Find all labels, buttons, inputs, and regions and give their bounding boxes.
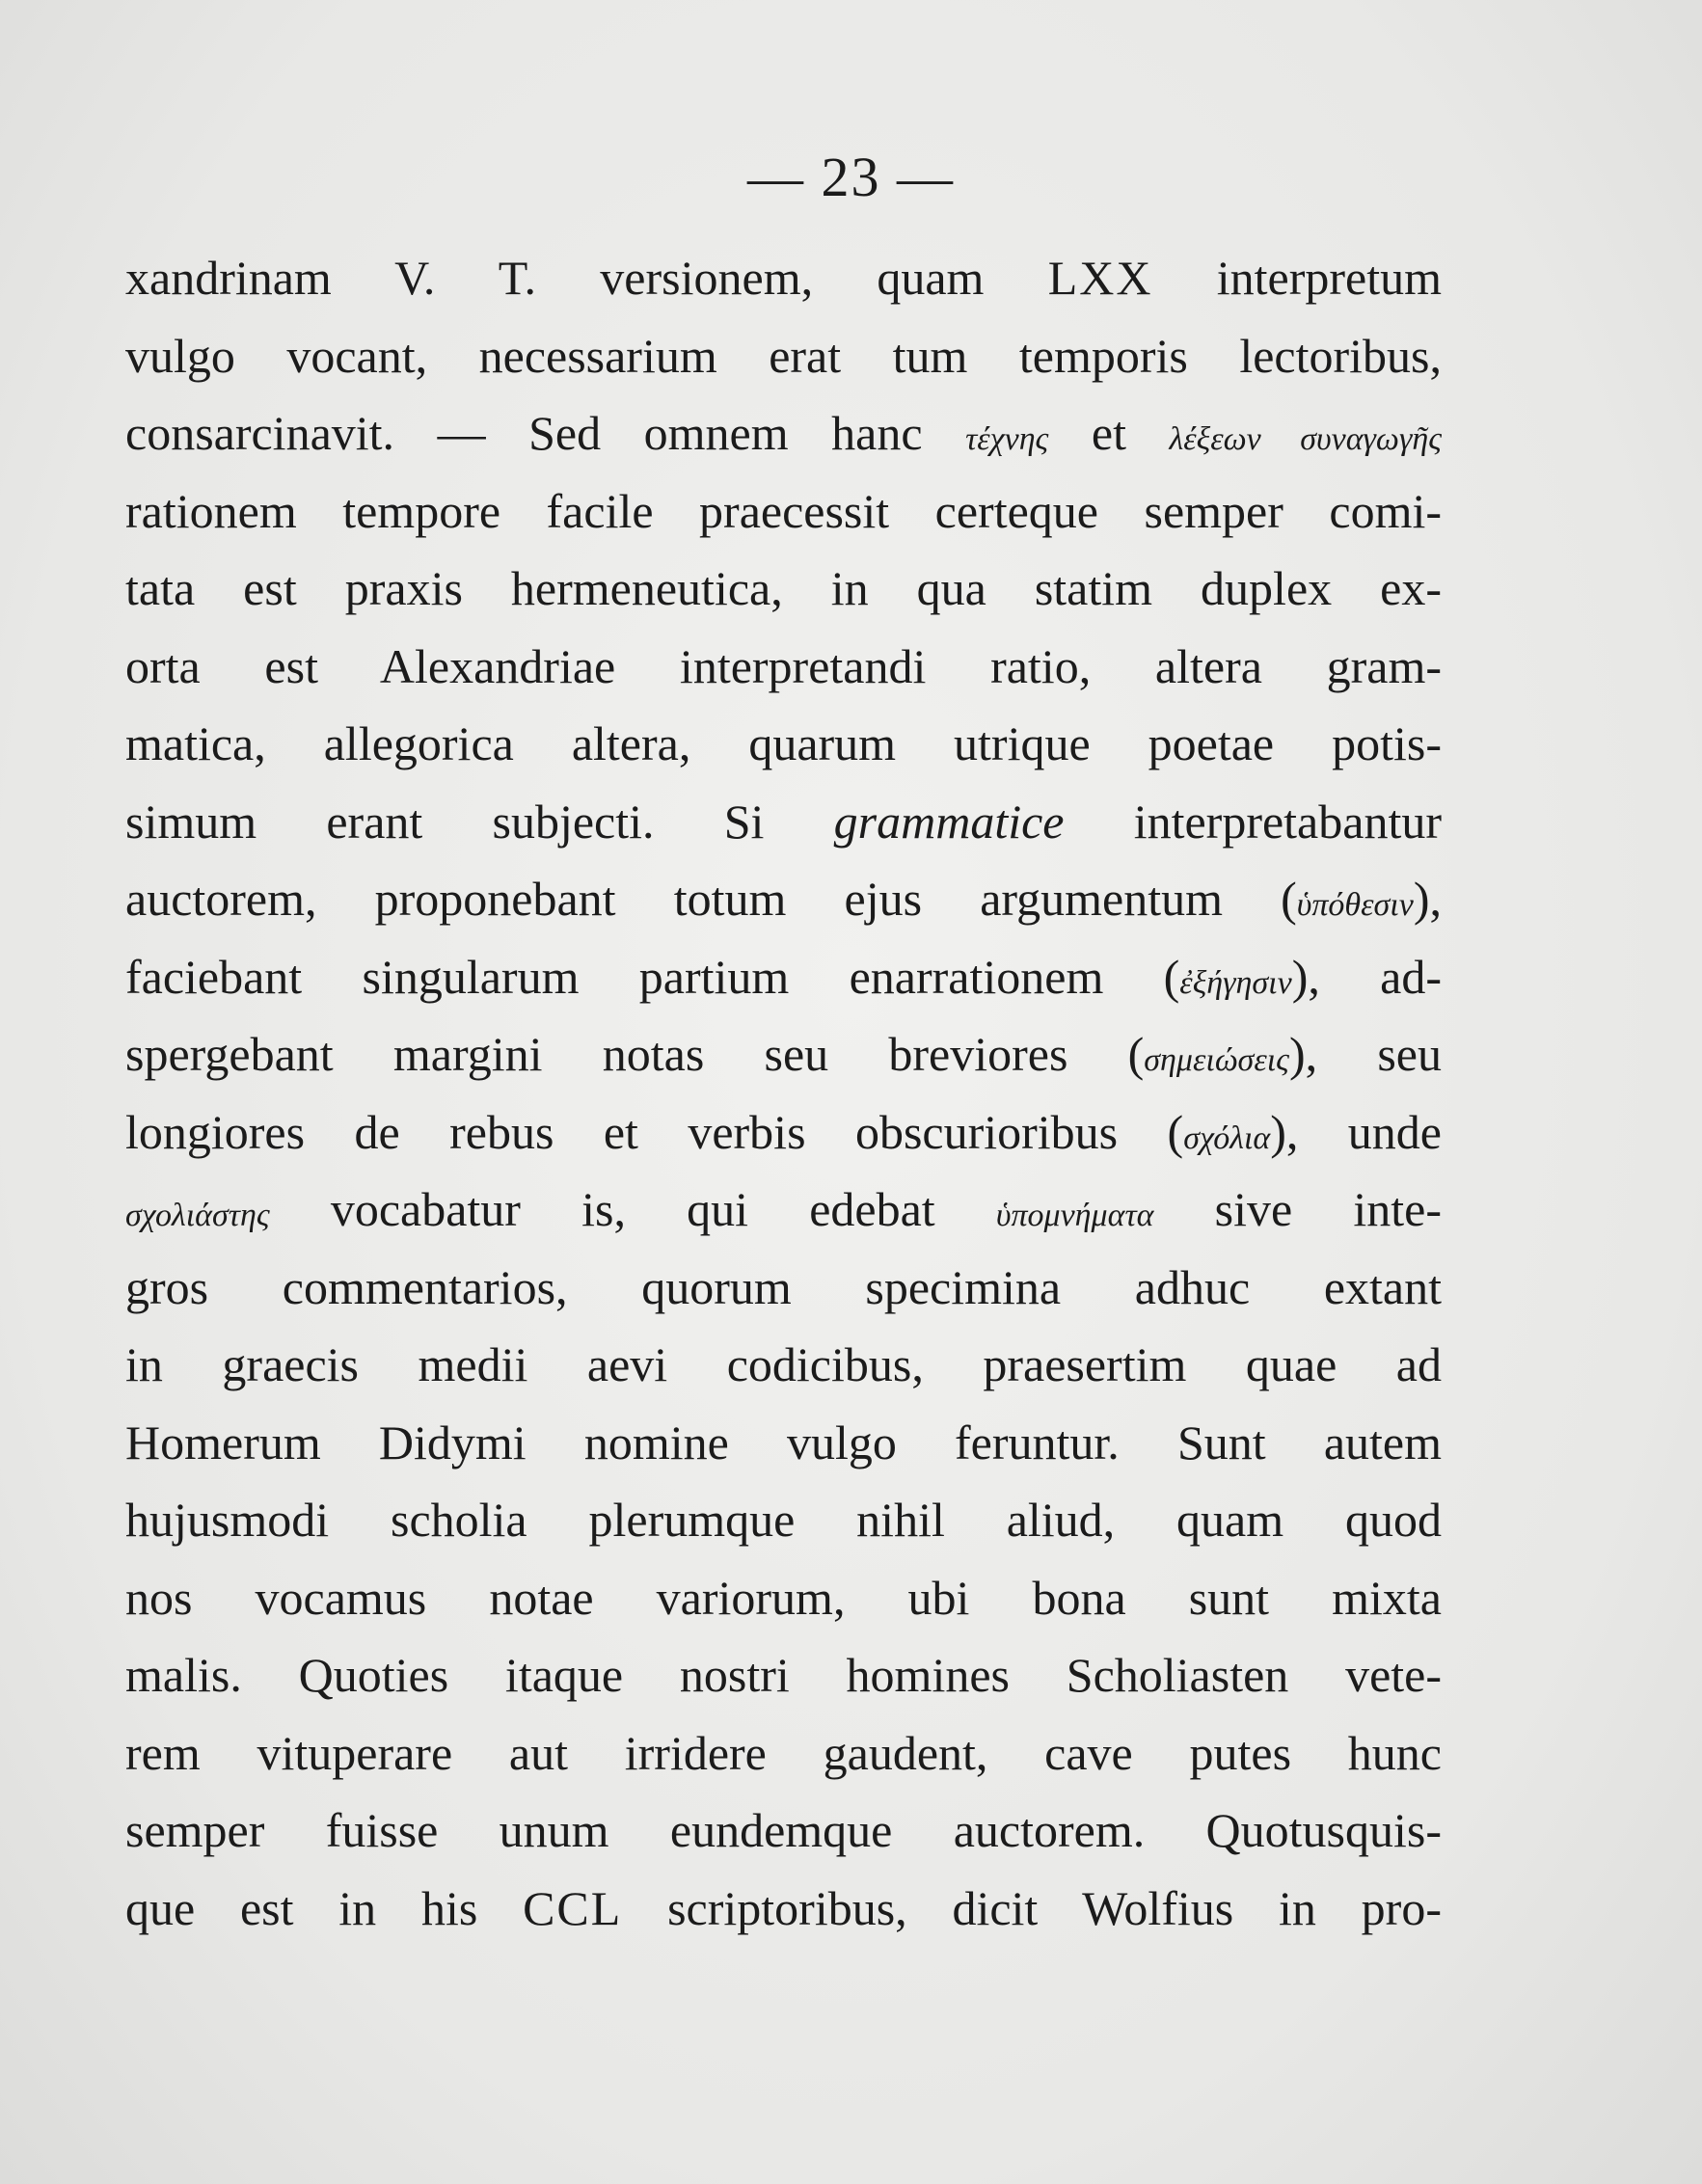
text-run: Homerum Didymi nomine vulgo feruntur. Sunt autem bbox=[125, 1415, 1442, 1469]
text-run: sive inte- bbox=[1153, 1182, 1442, 1236]
text-run: malis. Quoties itaque nostri homines Scholiasten vete- bbox=[125, 1648, 1442, 1702]
text-run: et bbox=[1048, 406, 1170, 460]
small-caps-numeral: CCL bbox=[523, 1880, 623, 1935]
text-run: ), ad- bbox=[1291, 949, 1442, 1004]
greek-term: λέξεων συναγωγῆς bbox=[1169, 421, 1442, 457]
greek-term: ἐξήγησιν bbox=[1179, 964, 1292, 1001]
text-run: interpretum bbox=[1152, 251, 1442, 305]
text-run: orta est Alexandriae interpretandi ratio, altera gram- bbox=[125, 638, 1442, 693]
text-run: ), bbox=[1413, 872, 1442, 926]
text-line bbox=[125, 1792, 1442, 1870]
text-line bbox=[125, 550, 1442, 628]
text-line bbox=[125, 239, 1442, 317]
page-header bbox=[0, 145, 1702, 209]
text-line bbox=[125, 860, 1442, 938]
text-line bbox=[125, 628, 1442, 706]
text-run: vulgo vocant, necessarium erat tum temporis lectoribus, bbox=[125, 328, 1442, 383]
text-run: semper fuisse unum eundemque auctorem. Quotusquis- bbox=[125, 1803, 1442, 1857]
text-line bbox=[125, 1636, 1442, 1714]
text-line bbox=[125, 1870, 1442, 1948]
text-run: faciebant singularum partium enarrationem ( bbox=[125, 949, 1180, 1004]
text-line bbox=[125, 705, 1442, 783]
text-run: que est in his bbox=[125, 1880, 524, 1935]
body-text bbox=[125, 239, 1442, 1947]
text-line bbox=[125, 1249, 1442, 1327]
text-line bbox=[125, 783, 1442, 861]
greek-term: ὑπομνήματα bbox=[995, 1198, 1154, 1233]
text-run: rem vituperare aut irridere gaudent, cave putes hunc bbox=[125, 1725, 1442, 1780]
greek-term: τέχνης bbox=[965, 421, 1049, 457]
text-line bbox=[125, 938, 1442, 1016]
text-run: matica, allegorica altera, quarum utrique poetae potis- bbox=[125, 716, 1442, 770]
text-run: rationem tempore facile praecessit certeque semper comi- bbox=[125, 483, 1442, 538]
text-run: nos vocamus notae variorum, ubi bona sunt mixta bbox=[125, 1570, 1442, 1625]
text-line bbox=[125, 1015, 1442, 1093]
text-line bbox=[125, 1093, 1442, 1172]
text-line bbox=[125, 1559, 1442, 1637]
text-line bbox=[125, 1404, 1442, 1482]
page-number: — 23 — bbox=[747, 146, 955, 208]
italic-term: grammatice bbox=[833, 794, 1065, 849]
text-line bbox=[125, 1481, 1442, 1559]
text-run: vocabatur is, qui edebat bbox=[269, 1182, 996, 1236]
text-run: consarcinavit. — Sed omnem hanc bbox=[125, 406, 966, 460]
text-run: auctorem, proponebant totum ejus argumentum ( bbox=[125, 872, 1297, 926]
text-run: hujusmodi scholia plerumque nihil aliud, quam quod bbox=[125, 1493, 1442, 1547]
text-line bbox=[125, 317, 1442, 395]
greek-term: ὑπόθεσιν bbox=[1296, 887, 1414, 923]
text-run: simum erant subjecti. Si bbox=[125, 794, 834, 849]
text-line bbox=[125, 1326, 1442, 1404]
text-run: gros commentarios, quorum specimina adhuc extant bbox=[125, 1259, 1442, 1314]
text-run: tata est praxis hermeneutica, in qua statim duplex ex- bbox=[125, 561, 1442, 615]
text-line bbox=[125, 1714, 1442, 1793]
text-run: xandrinam V. T. versionem, quam bbox=[125, 251, 1048, 305]
text-run: interpretabantur bbox=[1064, 794, 1442, 849]
text-run: spergebant margini notas seu breviores ( bbox=[125, 1027, 1145, 1081]
text-line bbox=[125, 394, 1442, 472]
text-run: in graecis medii aevi codicibus, praesertim quae ad bbox=[125, 1337, 1442, 1391]
greek-term: σχόλια bbox=[1183, 1119, 1271, 1156]
greek-term: σημειώσεις bbox=[1144, 1042, 1289, 1078]
text-line bbox=[125, 472, 1442, 551]
small-caps-numeral: LXX bbox=[1047, 251, 1153, 305]
text-run: ), seu bbox=[1288, 1027, 1442, 1081]
greek-term: σχολιάστης bbox=[125, 1198, 270, 1233]
text-run: ), unde bbox=[1270, 1104, 1442, 1159]
text-run: scriptoribus, dicit Wolfius in pro- bbox=[622, 1880, 1442, 1935]
text-run: longiores de rebus et verbis obscurioribus ( bbox=[125, 1104, 1184, 1159]
text-line bbox=[125, 1171, 1442, 1249]
